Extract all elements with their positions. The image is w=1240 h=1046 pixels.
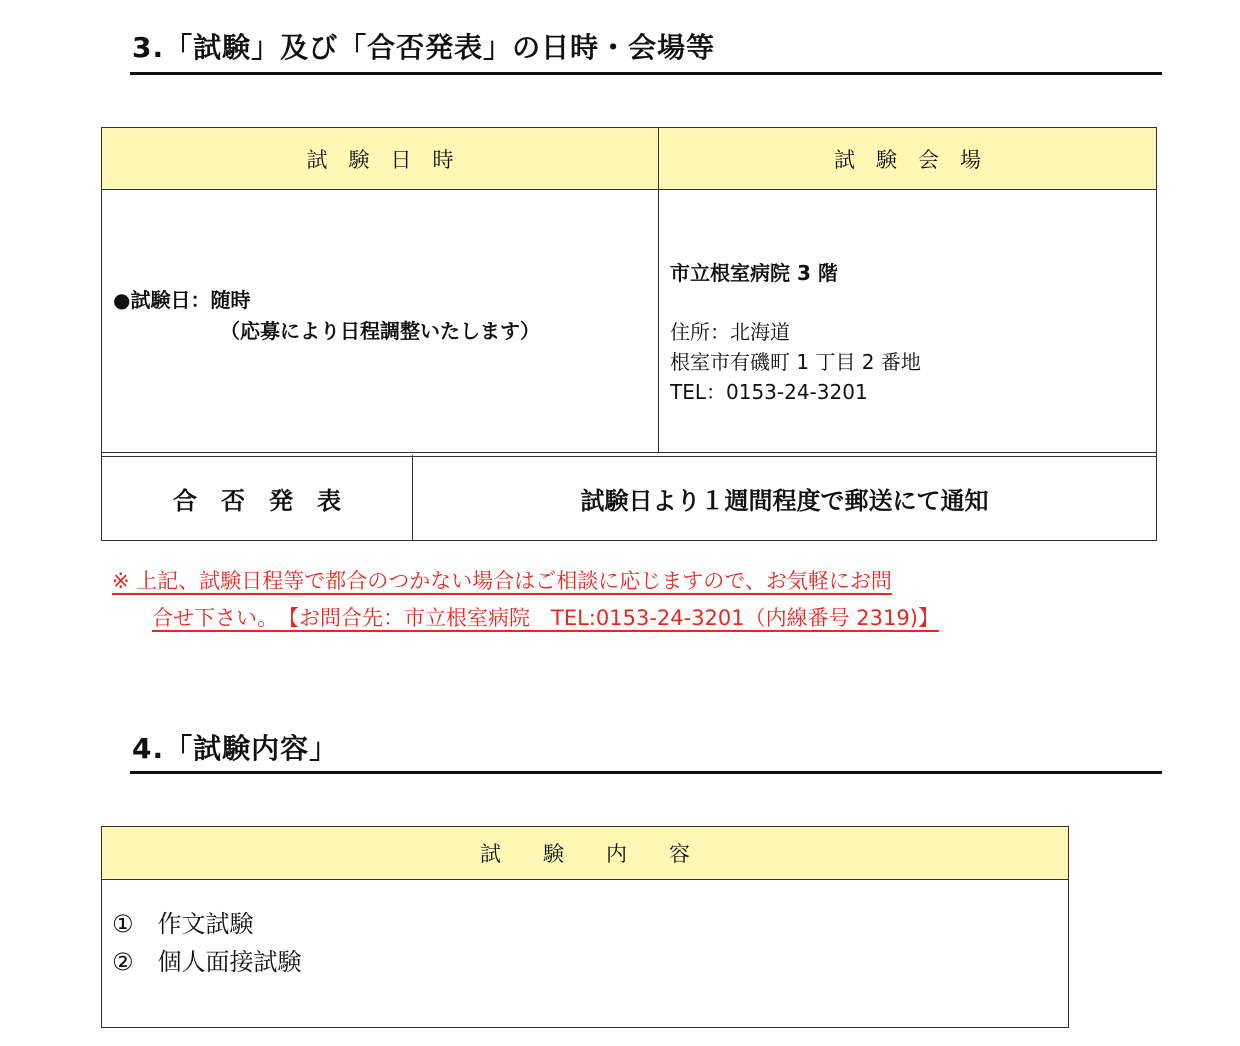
result-announcement-value: 試験日より１週間程度で郵送にて通知	[580, 486, 989, 515]
exam-content-item	[112, 905, 254, 943]
item-label: 個人面接試験	[157, 948, 302, 976]
item-number: ①	[112, 910, 134, 938]
exam-date-line	[113, 285, 250, 315]
exam-content-header: 試 験 内 容	[102, 827, 1068, 879]
exam-date-value: 随時	[210, 288, 251, 312]
exam-datetime-header: 試 験 日 時	[306, 147, 454, 172]
exam-venue-header: 試 験 会 場	[834, 147, 981, 172]
section3-heading: 3.「試験」及び「合否発表」の日時・会場等	[132, 31, 716, 64]
header-divider	[102, 189, 1156, 190]
result-announcement-label: 合 否 発 表	[173, 486, 341, 515]
item-number: ②	[112, 948, 134, 976]
venue-address-line2: 根室市有磯町 1 丁目 2 番地	[670, 350, 921, 374]
venue-address-line1: 住所：北海道	[670, 320, 790, 344]
exam-content-header-divider	[102, 879, 1068, 880]
exam-date-label: ●試験日：	[113, 288, 211, 312]
column-divider	[658, 128, 659, 452]
section4-heading-rule	[130, 771, 1162, 774]
section3-heading-rule	[130, 72, 1162, 75]
venue-tel: TEL：0153-24-3201	[670, 380, 868, 404]
exam-date-note: （応募により日程調整いたします）	[220, 319, 540, 343]
contact-note-line2: 合せ下さい。 【お問合先：市立根室病院 TEL:0153-24-3201（内線番号 2319)】	[152, 606, 939, 630]
section4-heading: 4.「試験内容」	[132, 732, 339, 765]
exam-content-item	[112, 943, 302, 981]
venue-name: 市立根室病院 3 階	[670, 261, 838, 285]
contact-note-line1: ※ 上記、試験日程等で都合のつかない場合はご相談に応じますので、お気軽にお問	[112, 569, 892, 593]
item-label: 作文試験	[157, 910, 254, 938]
